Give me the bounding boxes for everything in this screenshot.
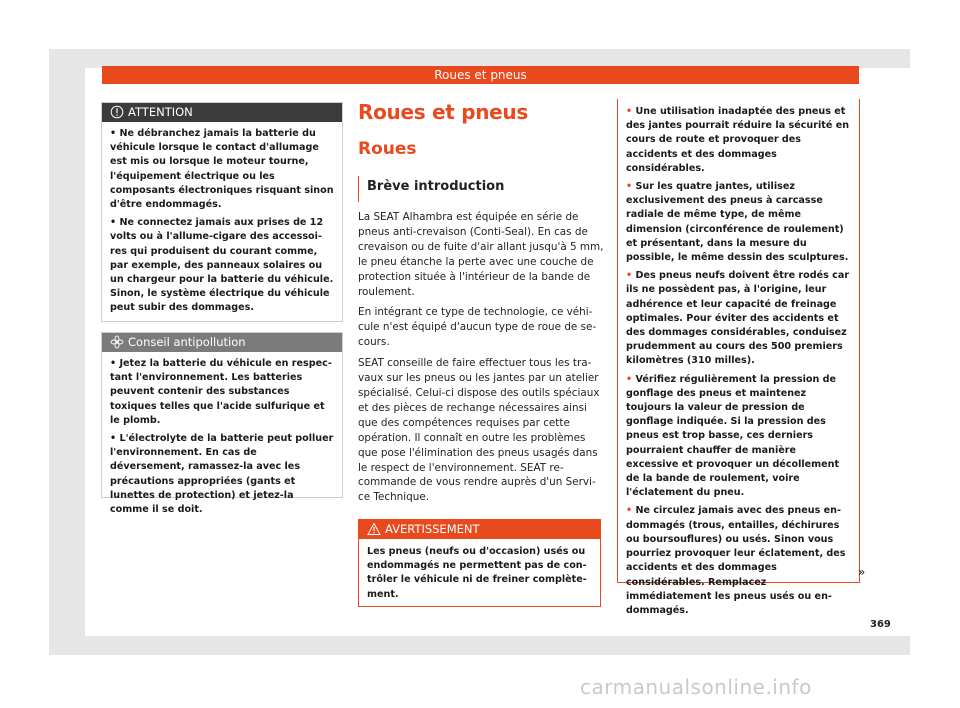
warning-item: • Vérifiez régulièrement la pression de gonflage des pneus et maintenez toujours la valeur de pression de gonflage indiquée. Si la pression des pneus est trop basse, ces derniers pourraient chauffer de manière excessive et provoquer un décollement de la bande de roulement, voire l'éclatement du pneu.: [626, 373, 840, 499]
avertissement-box: [358, 519, 601, 607]
conseil-header: [102, 333, 342, 352]
attention-item: • Ne connectez jamais aux prises de 12 volts ou à l'allume-cigare des accessoires qui produisent du courant comme, par exemple, des panneaux solaires ou un chargeur pour la batterie du véhicule. Sinon, le système électrique du véhicule peut subir des dommages.: [110, 217, 334, 314]
header-title: Roues et pneus: [102, 66, 859, 84]
conseil-item: • L'électrolyte de la batterie peut polluer l'environnement. En cas de déversement, ramassez-la avec les précautions appropriées (gants et lunettes de protection) et jetez-la comme il se doit.: [110, 433, 334, 516]
avertissement-header: [359, 520, 600, 539]
warning-item: • Sur les quatre jantes, utilisez exclusivement des pneus à carcasse radiale de même type, de même dimension (circonférence de roulement) et présentant, dans la mesure du possible, le même dessin des sculptures.: [626, 181, 849, 264]
continue-mark: »: [858, 565, 866, 579]
conseil-title: Conseil antipollution: [128, 335, 246, 349]
warning-continuation-box: [617, 99, 860, 616]
page-number: 369: [870, 619, 891, 630]
flower-icon: [110, 335, 124, 349]
conseil-item: • Jetez la batterie du véhicule en respectant l'environnement. Les batteries peuvent contenir des substances toxiques telles que l'acide sulfurique et le plomb.: [110, 358, 332, 426]
section-title: Roues et pneus: [358, 100, 528, 124]
body-paragraph: La SEAT Alhambra est équipée en série de pneus anti-crevaison (Conti-Seal). En cas de crevaison ou de fuite d'air allant jusqu'à 5 mm, le pneu étanche la perte avec une couche de protection située à l'intérieur de la bande de roulement.: [358, 211, 604, 298]
attention-item: • Ne débranchez jamais la batterie du véhicule lorsque le contact d'allumage est mis ou lorsque le moteur tourne, l'équipement électrique ou les composants électroniques risquant sinon d'être endommagés.: [110, 128, 334, 211]
body-paragraph: En intégrant ce type de technologie, ce véhicule n'est équipé d'aucun type de roue de secours.: [358, 306, 597, 349]
warning-item: • Une utilisation inadaptée des pneus et des jantes pourrait réduire la sécurité en cours de route et provoquer des accidents et des dommages considérables.: [626, 106, 850, 174]
avertissement-title: AVERTISSEMENT: [385, 522, 480, 536]
conseil-box: [101, 332, 343, 516]
warning-item: • Des pneus neufs doivent être rodés car ils ne possèdent pas, à l'origine, leur adhérence et leur capacité de freinage optimales. Pour éviter des accidents et des dommages considérables, conduisez prudemment au cours des 500 premiers kilomètres (310 milles).: [626, 270, 850, 367]
warning-item: • Ne circulez jamais avec des pneus endommagés (trous, entailles, déchirures ou boursouflures) ou usés. Sinon vous pourriez provoquer leur éclatement, des accidents et des dommages considérables. Remplacez immédiatement les pneus usés ou endommagés.: [626, 505, 846, 616]
topic-heading: Brève introduction: [358, 176, 504, 202]
attention-title: ATTENTION: [128, 105, 193, 119]
main-body: [358, 210, 604, 511]
watermark: carmanualsonline.info: [580, 675, 812, 699]
info-circle-icon: [110, 105, 124, 119]
body-paragraph: SEAT conseille de faire effectuer tous les travaux sur les pneus ou les jantes par un atelier spécialisé. Celui-ci dispose des outils spéciaux et des pièces de rechange nécessaires ainsi que des compétences requises par cette opération. Il connaît en outre les problèmes que pose l'élimination des pneus usagés dans le respect de l'environnement. SEAT recommande de vous rendre auprès d'un Service Technique.: [358, 357, 600, 504]
subsection-title: Roues: [358, 139, 417, 159]
attention-header: [102, 103, 342, 122]
warning-triangle-icon: [367, 522, 381, 536]
attention-box: [101, 102, 343, 322]
avertissement-text: Les pneus (neufs ou d'occasion) usés ou endommagés ne permettent pas de contrôler le véhicule ni de freiner complètement.: [367, 546, 587, 600]
